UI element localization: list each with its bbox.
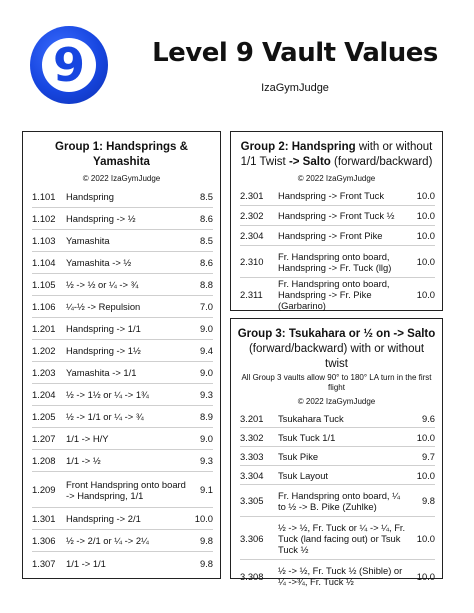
vault-code: 1.101: [32, 191, 56, 202]
vault-code: 1.104: [32, 257, 56, 268]
table-row: [32, 428, 213, 450]
table-row: [32, 252, 213, 274]
table-row: [32, 340, 213, 362]
vault-name: ½ -> 1/1 or ¼ -> ¾: [66, 411, 144, 422]
vault-code: 1.103: [32, 235, 56, 246]
vault-name: ½ -> ½, Fr. Tuck or ¼ -> ¼, Fr. Tuck (land facing out) or Tsuk Tuck ½: [278, 521, 406, 555]
vault-code: 1.306: [32, 535, 56, 546]
vault-name: 1/1 -> 1/1: [66, 557, 106, 569]
group3-title: [231, 319, 442, 372]
vault-code: 2.302: [240, 210, 264, 221]
vault-name: Front Handspring onto board -> Handspring, 1/1: [66, 478, 186, 501]
group1-title-line2: Yamashita: [93, 156, 150, 168]
vault-value: 10.0: [194, 513, 213, 524]
vault-name: 1/1 -> H/Y: [66, 433, 109, 444]
vault-name: Fr. Handspring onto board, ¼ to ½ -> B. Pike (Zuhlke): [278, 489, 400, 512]
table-row: [32, 274, 213, 296]
vault-code: 1.307: [32, 557, 56, 569]
vault-name: Fr. Handspring onto board, Handspring -> Fr. Pike (Garbarino): [278, 277, 390, 311]
vault-value: 10.0: [416, 190, 435, 201]
vault-code: 1.205: [32, 411, 56, 422]
vault-name: Handspring -> Front Tuck ½: [278, 210, 395, 221]
vault-code: 3.308: [240, 570, 264, 582]
vault-code: 1.204: [32, 389, 56, 400]
vault-value: 9.0: [199, 323, 213, 334]
group2-panel: [230, 131, 443, 311]
vault-value: 10.0: [416, 431, 435, 443]
vault-code: 1.207: [32, 433, 56, 444]
vault-name: Handspring -> 1½: [66, 345, 141, 356]
level-badge: [30, 26, 108, 104]
vault-code: 1.209: [32, 484, 56, 495]
vault-name: Handspring -> Front Pike: [278, 230, 383, 241]
table-row: [32, 472, 213, 508]
vault-code: 3.303: [240, 450, 264, 462]
vault-code: 2.311: [240, 288, 263, 300]
group2-copyright: © 2022 IzaGymJudge: [297, 174, 376, 183]
vault-value: 9.6: [421, 412, 435, 424]
vault-name: Yamashita -> ½: [66, 257, 132, 268]
vault-name: Tsukahara Tuck: [278, 412, 344, 424]
vault-name: Yamashita -> 1/1: [66, 367, 137, 378]
table-row: [240, 560, 435, 592]
vault-value: 10.0: [416, 288, 435, 300]
group3-table: [231, 409, 442, 592]
vault-name: Handspring: [66, 191, 114, 202]
vault-value: 9.7: [421, 450, 435, 462]
vault-value: 9.0: [199, 367, 213, 378]
vault-name: Handspring -> 1/1: [66, 323, 141, 334]
group3-note: All Group 3 vaults allow 90° to 180° LA turn in the first flight: [241, 373, 432, 392]
vault-name: ½ -> 1½ or ¼ -> 1¾: [66, 389, 149, 400]
table-row: [32, 296, 213, 318]
table-row: [240, 206, 435, 226]
vault-value: 8.6: [199, 257, 213, 268]
table-row: [240, 447, 435, 466]
group1-copyright: © 2022 IzaGymJudge: [82, 174, 161, 183]
vault-name: ½ -> 2/1 or ¼ -> 2¼: [66, 535, 149, 546]
group3-panel: [230, 318, 443, 587]
table-row: [240, 186, 435, 206]
table-row: [32, 318, 213, 340]
vault-code: 2.301: [240, 190, 264, 201]
group2-title-rest: with or without: [355, 141, 433, 153]
table-row: [32, 208, 213, 230]
vault-value: 8.9: [199, 411, 213, 422]
group2-title-line2-post: (forward/backward): [330, 156, 433, 168]
vault-name: ½ -> ½, Fr. Tuck ½ (Shible) or ¼ ->¾, Fr. Tuck ½: [278, 565, 403, 587]
table-row: [32, 362, 213, 384]
vault-code: 2.310: [240, 256, 264, 267]
vault-value: 9.8: [421, 495, 435, 506]
vault-code: 1.102: [32, 213, 56, 224]
vault-code: 3.305: [240, 495, 264, 506]
group1-title: [23, 132, 220, 170]
level-number: 9: [52, 38, 85, 92]
table-row: [32, 230, 213, 252]
vault-value: 10.0: [416, 570, 435, 582]
vault-name: Tsuk Layout: [278, 469, 329, 481]
vault-name: Yamashita: [66, 235, 110, 246]
table-row: [240, 409, 435, 428]
vault-value: 9.0: [199, 433, 213, 444]
group1-panel: [22, 131, 221, 579]
group2-title: [231, 132, 442, 170]
group2-title-line2-pre: 1/1 Twist: [240, 156, 289, 168]
table-row: [32, 450, 213, 472]
group1-table: [23, 186, 220, 574]
group2-title-line2-bold: -> Salto: [288, 156, 331, 168]
table-row: [32, 186, 213, 208]
vault-code: 1.301: [32, 513, 56, 524]
table-row: [240, 466, 435, 485]
vault-name: Handspring -> ½: [66, 213, 136, 224]
group3-title-bold: Group 3: Tsukahara or ½ on -> Salto: [237, 328, 436, 340]
table-row: [32, 530, 213, 552]
table-row: [240, 428, 435, 447]
vault-code: 1.203: [32, 367, 56, 378]
table-row: [240, 246, 435, 278]
vault-value: 8.6: [199, 213, 213, 224]
vault-value: 9.8: [199, 535, 213, 546]
vault-name: Handspring -> Front Tuck: [278, 190, 385, 201]
vault-value: 9.1: [199, 484, 213, 495]
vault-value: 10.0: [416, 210, 435, 221]
vault-code: 1.208: [32, 455, 56, 466]
vault-code: 3.304: [240, 469, 264, 481]
table-row: [240, 485, 435, 517]
vault-value: 8.8: [199, 279, 213, 290]
table-row: [240, 517, 435, 560]
group2-title-bold: Group 2: Handspring: [240, 141, 356, 153]
vault-value: 9.3: [199, 455, 213, 466]
vault-name: Tsuk Pike: [278, 450, 319, 462]
group3-title-line2: (forward/backward) with or without twist: [248, 343, 425, 370]
group3-copyright: © 2022 IzaGymJudge: [297, 397, 376, 406]
vault-value: 7.0: [199, 301, 213, 312]
vault-value: 8.5: [199, 191, 213, 202]
vault-value: 8.5: [199, 235, 213, 246]
vault-value: 10.0: [416, 230, 435, 241]
vault-value: 10.0: [416, 256, 435, 267]
table-row: [32, 384, 213, 406]
table-row: [32, 552, 213, 574]
table-row: [32, 406, 213, 428]
table-row: [32, 508, 213, 530]
vault-code: 1.106: [32, 301, 56, 312]
group2-table: [231, 186, 442, 310]
vault-name: 1/1 -> ½: [66, 455, 101, 466]
page-title: Level 9 Vault Values: [152, 38, 438, 68]
vault-code: 1.201: [32, 323, 56, 334]
table-row: [240, 226, 435, 246]
vault-name: ¼-½ -> Repulsion: [66, 301, 141, 312]
vault-value: 9.3: [199, 389, 213, 400]
group1-title-line1: Group 1: Handsprings &: [55, 141, 188, 153]
page-subtitle: IzaGymJudge: [261, 82, 329, 94]
vault-name: Fr. Handspring onto board, Handspring -> Fr. Tuck (llg): [278, 250, 392, 273]
table-row: [240, 278, 435, 310]
vault-code: 3.302: [240, 431, 264, 443]
vault-value: 10.0: [416, 469, 435, 481]
vault-value: 9.4: [199, 345, 213, 356]
vault-value: 9.8: [199, 557, 213, 569]
vault-code: 1.105: [32, 279, 56, 290]
vault-code: 1.202: [32, 345, 56, 356]
vault-name: ½ -> ½ or ¼ -> ¾: [66, 279, 139, 290]
level-badge-inner: [42, 38, 96, 92]
vault-value: 10.0: [416, 532, 435, 544]
vault-code: 2.304: [240, 230, 264, 241]
vault-code: 3.306: [240, 532, 264, 544]
vault-code: 3.201: [240, 412, 264, 424]
vault-name: Handspring -> 2/1: [66, 513, 141, 524]
vault-name: Tsuk Tuck 1/1: [278, 431, 336, 443]
